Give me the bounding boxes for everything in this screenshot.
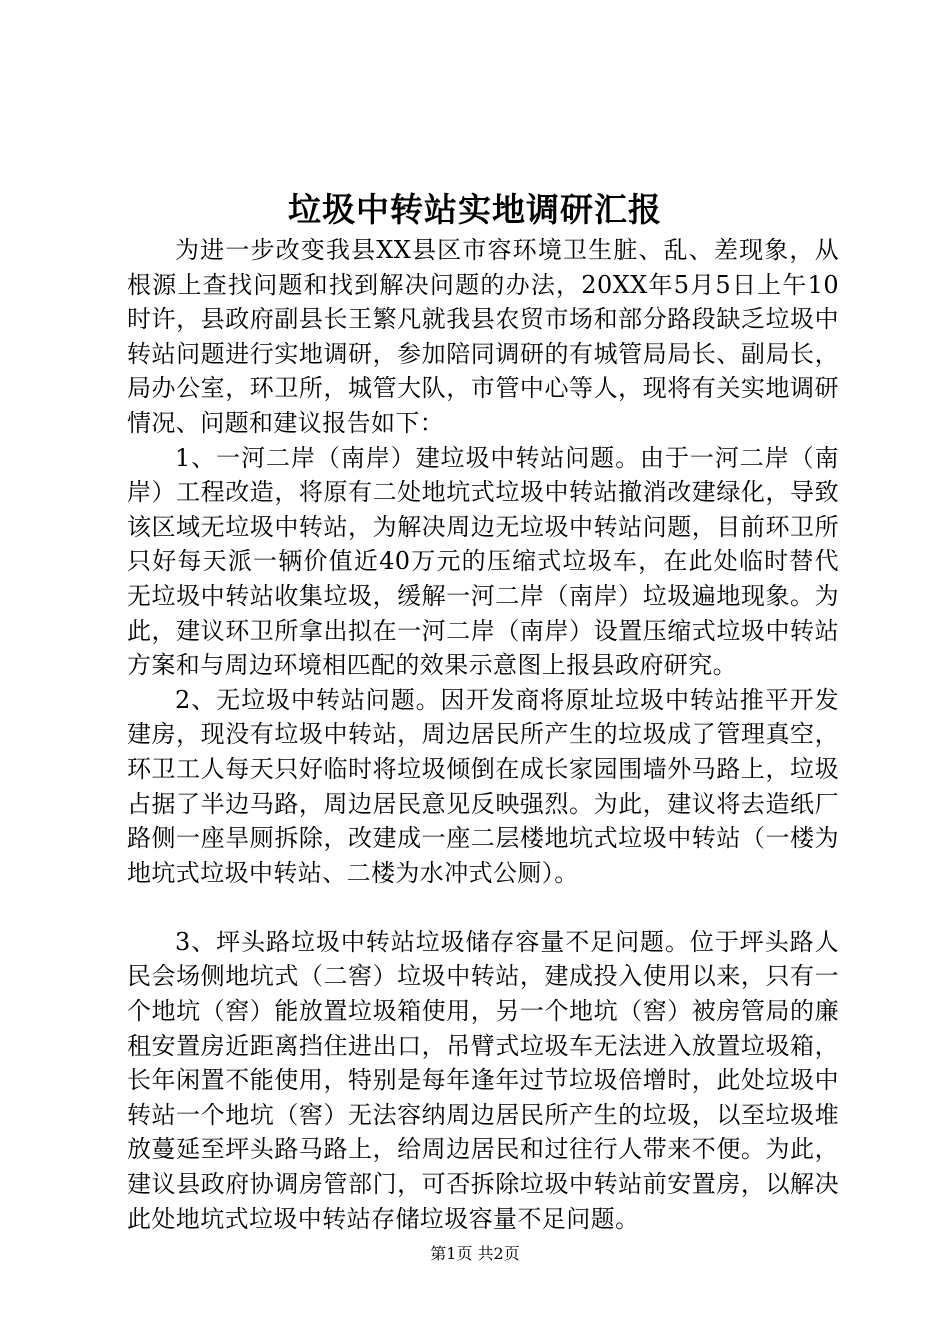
document-title: 垃圾中转站实地调研汇报 (288, 190, 662, 229)
page-footer: 第1页 共2页 (430, 1244, 520, 1263)
issue-3-paragraph: 3、坪头路垃圾中转站垃圾储存容量不足问题。位于坪头路人民会场侧地坑式（二窖）垃圾中转站，建成投入使用以来，只有一个地坑（窖）能放置垃圾箱使用，另一个地坑（窖）被房管局的廉租安置房近距离挡住进出口，吊臂式垃圾车无法进入放置垃圾箱，长年闲置不能使用，特别是每年逢年过节垃圾倍增时，此处垃圾中转站一个地坑（窖）无法容纳周边居民所产生的垃圾，以至垃圾堆放蔓延至坪头路马路上，给周边居民和过往行人带来不便。为此，建议县政府协调房管部门，可否拆除垃圾中转站前安置房，以解决此处地坑式垃圾中转站存储垃圾容量不足问题。 (127, 927, 839, 1233)
issue-2-paragraph: 2、无垃圾中转站问题。因开发商将原址垃圾中转站推平开发建房，现没有垃圾中转站，周边居民所产生的垃圾成了管理真空，环卫工人每天只好临时将垃圾倾倒在成长家园围墙外马路上，垃圾占据了半边马路，周边居民意见反映强烈。为此，建议将去造纸厂路侧一座旱厕拆除，改建成一座二层楼地坑式垃圾中转站（一楼为地坑式垃圾中转站、二楼为水冲式公厕）。 (127, 685, 839, 887)
intro-paragraph: 为进一步改变我县XX县区市容环境卫生脏、乱、差现象，从根源上查找问题和找到解决问题的办法，20XX年5月5日上午10时许，县政府副县长王繁凡就我县农贸市场和部分路段缺乏垃圾中转站问题进行实地调研，参加陪同调研的有城管局局长、副局长，局办公室，环卫所，城管大队，市管中心等人，现将有关实地调研情况、问题和建议报告如下： (127, 236, 839, 437)
issue-1-paragraph: 1、一河二岸（南岸）建垃圾中转站问题。由于一河二岸（南岸）工程改造，将原有二处地坑式垃圾中转站撤消改建绿化，导致该区域无垃圾中转站，为解决周边无垃圾中转站问题，目前环卫所只好每天派一辆价值近40万元的压缩式垃圾车，在此处临时替代无垃圾中转站收集垃圾，缓解一河二岸（南岸）垃圾遍地现象。为此，建议环卫所拿出拟在一河二岸（南岸）设置压缩式垃圾中转站方案和与周边环境相匹配的效果示意图上报县政府研究。 (127, 443, 839, 680)
document-body (127, 233, 839, 1236)
